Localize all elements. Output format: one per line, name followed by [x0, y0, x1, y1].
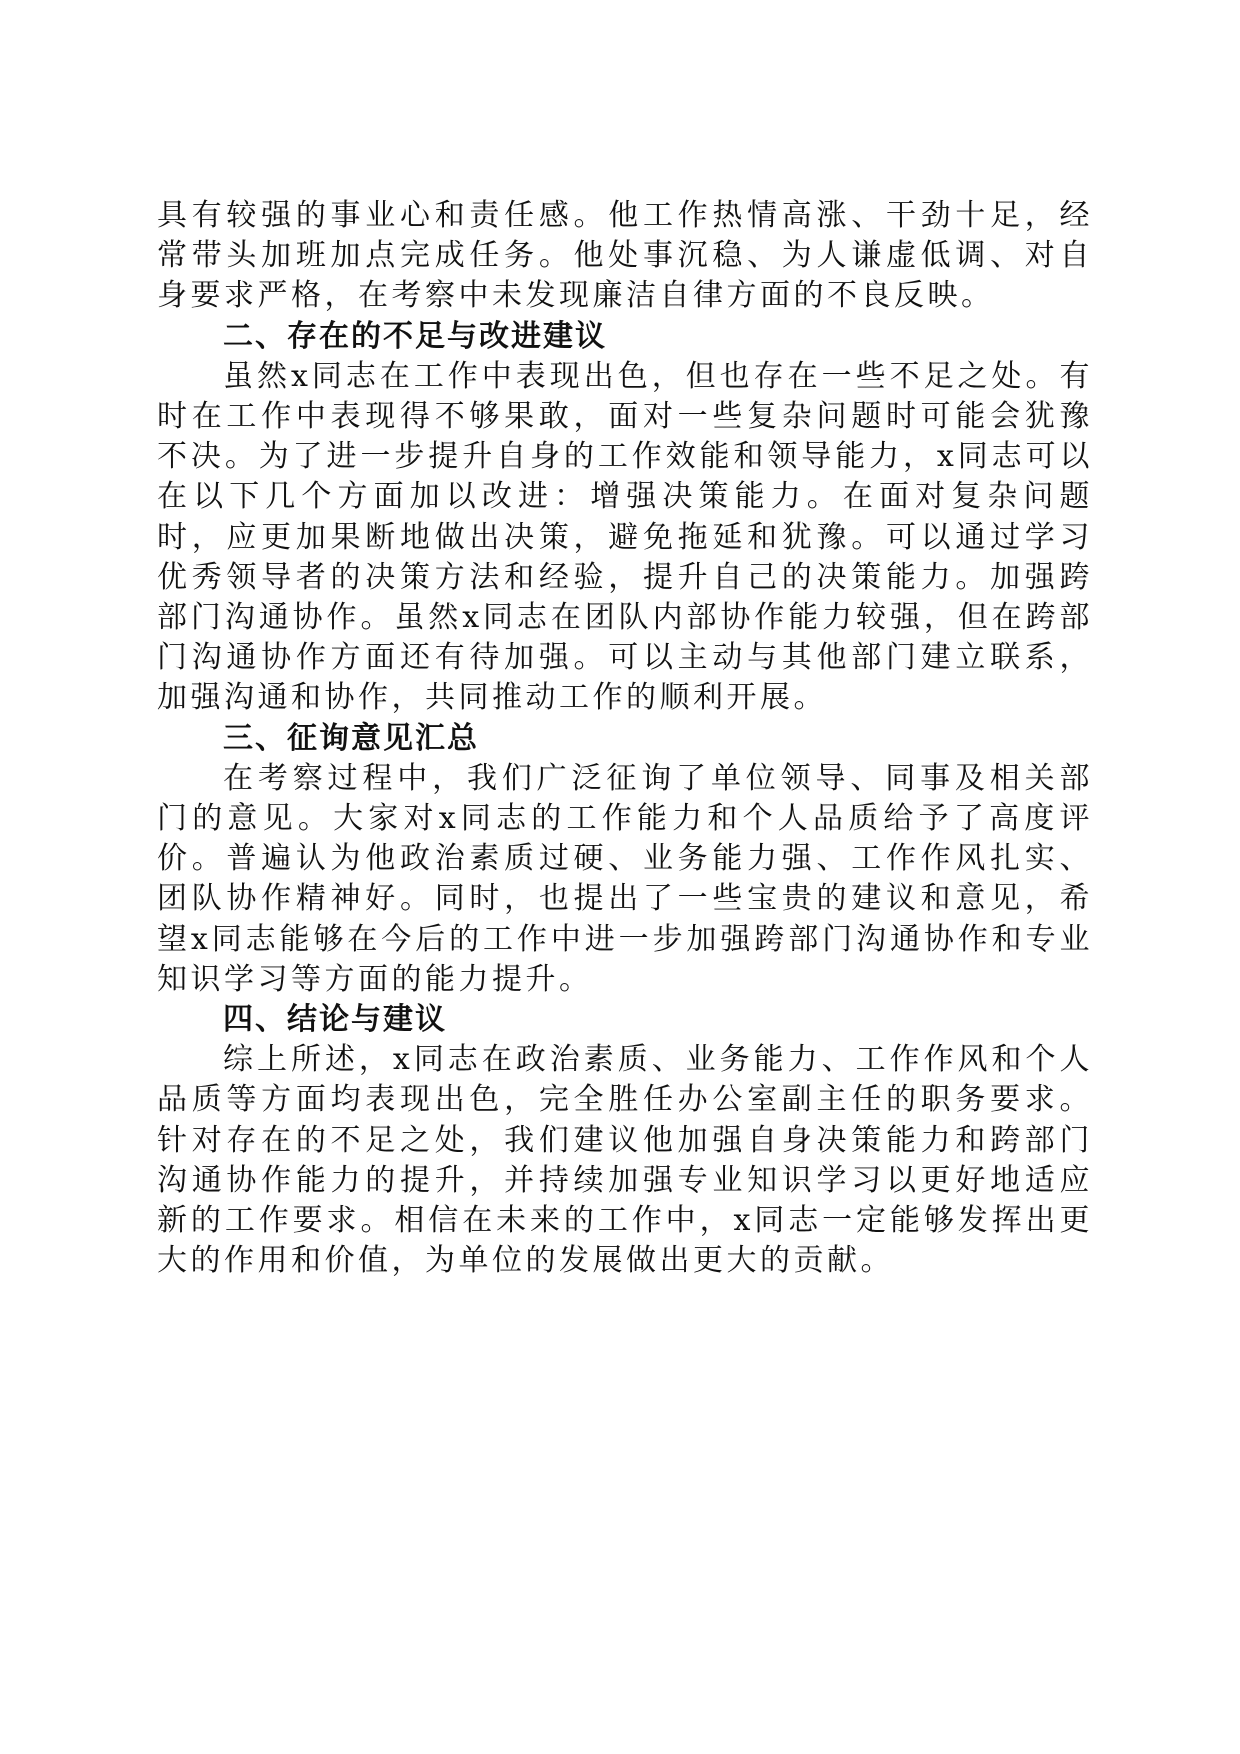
- paragraph-deficiencies: 虽然x同志在工作中表现出色，但也存在一些不足之处。有时在工作中表现得不够果敢，面对一些复杂问题时可能会犹豫不决。为了进一步提升自身的工作效能和领导能力，x同志可以在以下几个方面加以改进：增强决策能力。在面对复杂问题时，应更加果断地做出决策，避免拖延和犹豫。可以通过学习优秀领导者的决策方法和经验，提升自己的决策能力。加强跨部门沟通协作。虽然x同志在团队内部协作能力较强，但在跨部门沟通协作方面还有待加强。可以主动与其他部门建立联系，加强沟通和协作，共同推动工作的顺利开展。: [157, 358, 1093, 716]
- section-heading-conclusion: 四、结论与建议: [223, 1002, 447, 1038]
- document-body: [157, 196, 1093, 1281]
- section-heading-deficiencies: 二、存在的不足与改进建议: [223, 318, 607, 354]
- paragraph-opinions: 在考察过程中，我们广泛征询了单位领导、同事及相关部门的意见。大家对x同志的工作能力和个人品质给予了高度评价。普遍认为他政治素质过硬、业务能力强、工作作风扎实、团队协作精神好。同时，也提出了一些宝贵的建议和意见，希望x同志能够在今后的工作中进一步加强跨部门沟通协作和专业知识学习等方面的能力提升。: [157, 760, 1093, 997]
- paragraph-intro: 具有较强的事业心和责任感。他工作热情高涨、干劲十足，经常带头加班加点完成任务。他处事沉稳、为人谦虚低调、对自身要求严格，在考察中未发现廉洁自律方面的不良反映。: [157, 198, 1093, 314]
- section-heading-opinions: 三、征询意见汇总: [223, 720, 479, 756]
- paragraph-conclusion: 综上所述，x同志在政治素质、业务能力、工作作风和个人品质等方面均表现出色，完全胜任办公室副主任的职务要求。针对存在的不足之处，我们建议他加强自身决策能力和跨部门沟通协作能力的提升，并持续加强专业知识学习以更好地适应新的工作要求。相信在未来的工作中，x同志一定能够发挥出更大的作用和价值，为单位的发展做出更大的贡献。: [157, 1042, 1093, 1279]
